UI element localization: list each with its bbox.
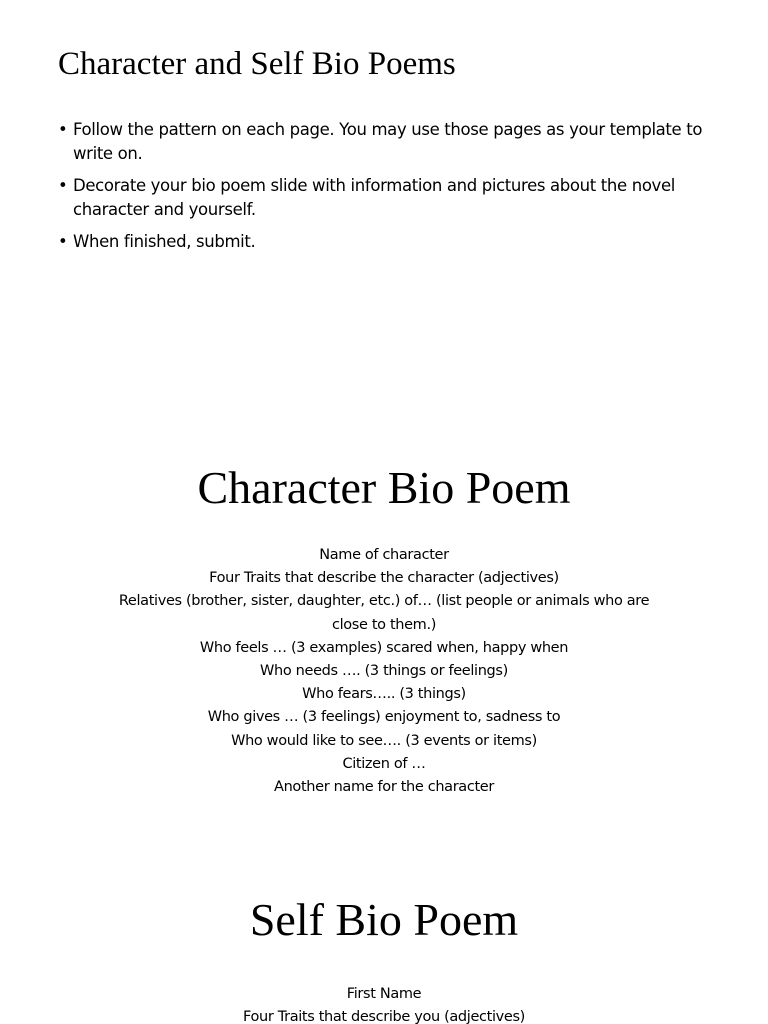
instruction-item <box>58 174 708 222</box>
instruction-item <box>58 118 708 166</box>
poem-line: Another name for the character <box>274 779 494 796</box>
poem-line: Four Traits that describe you (adjectives) <box>243 1009 525 1024</box>
slide-title: Self Bio Poem <box>249 894 519 945</box>
instruction-text: Decorate your bio poem slide with information and pictures about the novel character and yourself. <box>73 176 676 219</box>
instruction-item <box>58 230 708 254</box>
poem-line: Who gives … (3 feelings) enjoyment to, sadness to <box>207 709 561 726</box>
poem-pattern <box>99 983 669 1024</box>
poem-line: Who needs …. (3 things or feelings) <box>260 663 508 680</box>
poem-line: Citizen of … <box>342 755 426 772</box>
slide-title: Character Bio Poem <box>197 462 571 513</box>
instruction-text: When finished, submit. <box>73 232 256 251</box>
poem-line: Who feels … (3 examples) scared when, happy when <box>199 639 569 656</box>
slide-character-bio-poem <box>0 440 768 840</box>
bullet-icon: • <box>58 232 68 251</box>
slide-self-bio-poem <box>0 880 768 1024</box>
bullet-icon: • <box>58 120 68 139</box>
poem-line: Name of character <box>319 547 449 563</box>
bullet-icon: • <box>58 176 68 195</box>
poem-line: First Name <box>346 986 422 1002</box>
poem-line: Who fears….. (3 things) <box>302 686 466 703</box>
slide-title: Character and Self Bio Poems <box>58 46 456 82</box>
poem-pattern <box>99 544 669 799</box>
instruction-list <box>58 118 708 262</box>
instruction-text: Follow the pattern on each page. You may use those pages as your template to write on. <box>73 120 703 163</box>
slide-instructions <box>0 0 768 330</box>
poem-line: Who would like to see…. (3 events or items) <box>231 732 537 749</box>
poem-line: Four Traits that describe the character (adjectives) <box>209 570 559 587</box>
poem-line: Relatives (brother, sister, daughter, etc.) of… (list people or animals who are close to them.) <box>118 593 650 633</box>
